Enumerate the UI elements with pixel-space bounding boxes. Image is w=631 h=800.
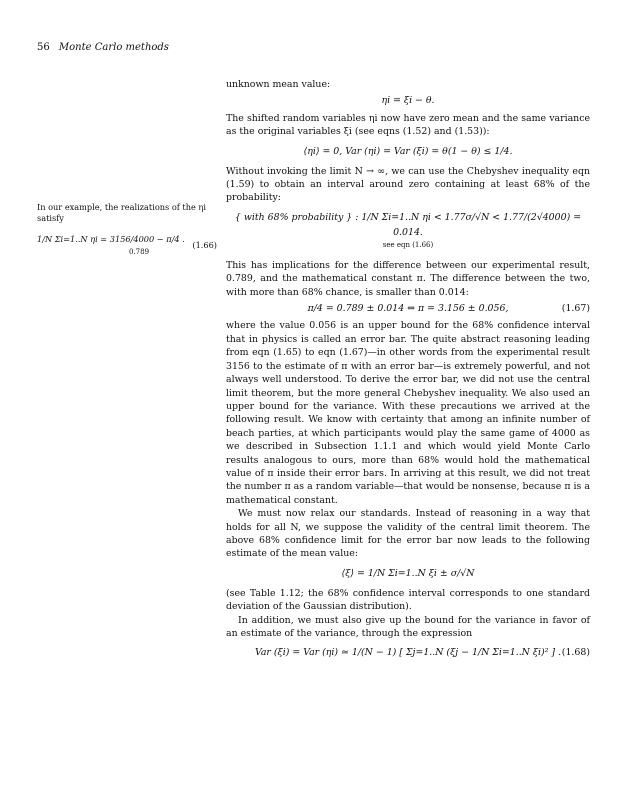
equation-eta-def: ηi = ξi − θ. — [381, 95, 435, 107]
margin-equation-body: 1/N Σi=1..N ηi = 3156/4000 − π/4 . — [37, 234, 185, 244]
equation-variance: ⟨ηi⟩ = 0, Var (ηi) = Var (ξi) = θ(1 − θ) ≤ 1/4. — [303, 145, 513, 157]
main-text-column — [226, 78, 590, 666]
paragraph-8: In addition, we must also give up the bound for the variance in favor of an estimate of the variance, through the expression — [226, 614, 590, 639]
equation-1-67-tag: (1.67) — [561, 303, 590, 315]
paragraph-6: We must now relax our standards. Instead of reasoning in a way that holds for all N, we suppose the validity of the central limit theorem. The above 68% confidence limit for the error bar now leads to the following estimate of the mean value: — [226, 508, 590, 560]
margin-underbrace-value: 0.789 — [129, 248, 150, 256]
margin-note — [37, 202, 217, 274]
margin-note-text: In our example, the realizations of the ηi satisfy — [37, 202, 206, 223]
paragraph-2: The shifted random variables ηi now have zero mean and the same variance as the original variables ξi (see eqns (1.52) and (1.53)): — [226, 112, 590, 138]
equation-1-68 — [226, 645, 590, 660]
equation-chebyshev-body: { with 68% probability } : 1/N Σi=1..N ηi < 1.77σ/√N < 1.77/(2√4000) = 0.014. — [234, 211, 582, 238]
equation-mean-estimate: ⟨ξ⟩ = 1/N Σi=1..N ξi ± σ/√N — [341, 567, 475, 579]
equation-1-68-tag: (1.68) — [561, 647, 590, 659]
paragraph-5: where the value 0.056 is an upper bound for the 68% confidence interval that in physics is called an error bar. The quite abstract reasoning leading from eqn (1.65) to eqn (1.67)—in other words from the experimental result 3156 to the estimate of π with an error bar—is extremely powerful, and not always well understood. To derive the error bar, we did not use the central limit theorem, but the more general Chebyshev inequality. We also used an upper bound for the variance. With these precautions we arrived at the following result. We know with certainty that among an infinite number of beach parties, at which participants would play the same game of 4000 as we described in Subsection 1.1.1 and which would yield Monte Carlo results analogous to ours, more than 68% would hold the mathematical value of π inside their error bars. In arriving at this result, we did not treat the number π as a random variable—that would be nonsense, because π is a mathematical constant. — [226, 320, 590, 506]
paragraph-4: This has implications for the difference between our experimental result, 0.789, and the mathematical constant π. The difference between the two, with more than 68% chance, is smaller than 0.014: — [226, 259, 590, 298]
margin-equation-tag: (1.66) — [192, 240, 217, 250]
margin-equation — [37, 234, 217, 274]
paragraph-3: Without invoking the limit N → ∞, we can use the Chebyshev inequality eqn (1.59) to obtain an interval around zero containing at least 68% of the probability: — [226, 165, 590, 204]
equation-chebyshev — [226, 210, 590, 253]
paragraph-7: (see Table 1.12; the 68% confidence interval corresponds to one standard deviation of the Gaussian distribution). — [226, 587, 590, 613]
page-number: 56 — [37, 42, 50, 53]
equation-1-67 — [226, 302, 590, 315]
running-title: Monte Carlo methods — [58, 42, 169, 53]
equation-1-67-body: π/4 = 0.789 ± 0.014 ⇔ π = 3.156 ± 0.056, — [307, 303, 509, 315]
paragraph-1: unknown mean value: — [226, 79, 331, 90]
equation-chebyshev-note: see eqn (1.66) — [382, 240, 434, 249]
equation-1-68-body: Var (ξi) = Var (ηi) ≃ 1/(N − 1) [ Σj=1..N (ξj − 1/N Σi=1..N ξi)² ] . — [254, 647, 562, 659]
page-header — [37, 42, 169, 53]
